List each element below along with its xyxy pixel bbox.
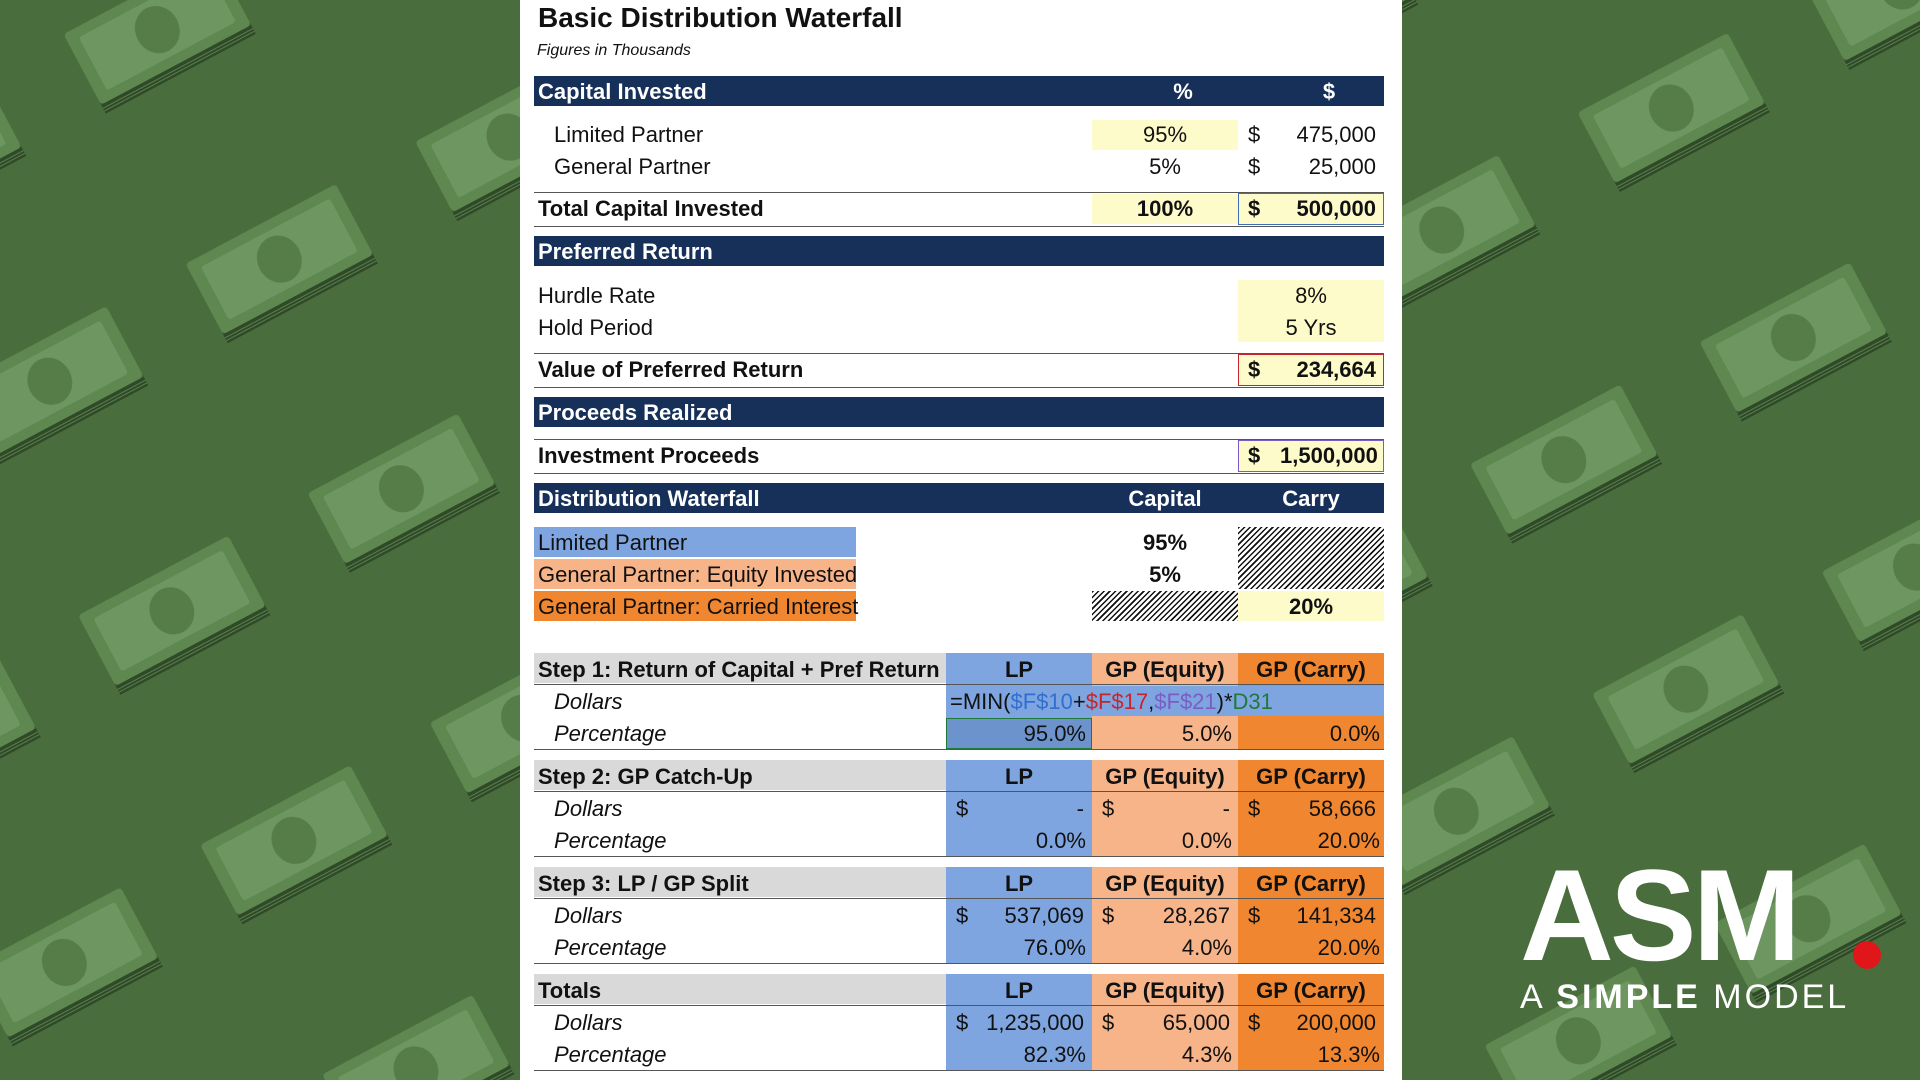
step3-gpc-header: GP (Carry) [1256, 871, 1366, 896]
totals-dollars-label: Dollars [554, 1010, 623, 1035]
step1-gpe-pct: 5.0% [1181, 721, 1232, 746]
step3-gpc-pct: 20.0% [1317, 935, 1380, 960]
lp-legend-label: Limited Partner [538, 530, 688, 555]
gp-capital-amount: 25,000 [1308, 154, 1376, 179]
divider [534, 1070, 1384, 1071]
hold-period-label: Hold Period [538, 315, 653, 340]
step2-gpe-pct: 0.0% [1181, 828, 1232, 853]
usd-column-header: $ [1322, 79, 1336, 104]
pct-column-header: % [1173, 79, 1193, 104]
divider [534, 226, 1384, 227]
gp-capital-pct: 5% [1149, 154, 1181, 179]
capital-invested-header [534, 76, 1384, 106]
divider [534, 387, 1384, 388]
step1-gpe-header: GP (Equity) [1105, 657, 1225, 682]
divider [534, 1005, 1384, 1006]
page-title: Basic Distribution Waterfall [538, 2, 903, 33]
step1-lp-header: LP [1004, 657, 1034, 682]
proceeds-label: Investment Proceeds [538, 443, 760, 468]
formula-part: + [1072, 689, 1086, 714]
gpc-legend-label: General Partner: Carried Interest [538, 594, 859, 619]
step2-lp-currency: $ [956, 796, 969, 821]
step3-lp-dollars: 537,069 [1004, 903, 1084, 928]
totals-gpe-header: GP (Equity) [1105, 978, 1225, 1003]
gp-capital-label: General Partner [554, 154, 711, 179]
step3-gpe-pct: 4.0% [1181, 935, 1232, 960]
totals-gpc-dollars: 200,000 [1296, 1010, 1376, 1035]
step3-lp-currency: $ [956, 903, 969, 928]
step2-dollars-label: Dollars [554, 796, 623, 821]
step3-gpc-currency: $ [1248, 903, 1261, 928]
step3-gpe-header: GP (Equity) [1105, 871, 1225, 896]
carry-column-header: Carry [1282, 486, 1340, 511]
logo-tagline [1520, 978, 1849, 1017]
step1-label: Step 1: Return of Capital + Pref Return [538, 657, 940, 682]
totals-lp-pct: 82.3% [1023, 1042, 1086, 1067]
proceeds-realized-header [534, 397, 1384, 427]
totals-gpe-dollars: 65,000 [1162, 1010, 1230, 1035]
totals-gpe-currency: $ [1102, 1010, 1115, 1035]
hold-period-value: 5 Yrs [1285, 315, 1337, 340]
totals-gpe-pct: 4.3% [1181, 1042, 1232, 1067]
formula-part: =MIN( [950, 689, 1011, 714]
pref-value-label: Value of Preferred Return [538, 357, 804, 382]
totals-label: Totals [538, 978, 602, 1003]
totals-lp-header: LP [1004, 978, 1034, 1003]
step3-dollars-label: Dollars [554, 903, 623, 928]
divider [534, 791, 1384, 792]
step1-percentage-label: Percentage [554, 721, 667, 746]
divider [534, 684, 1384, 685]
step1-formula[interactable] [950, 689, 1273, 715]
formula-part: , [1148, 689, 1155, 714]
capital-invested-title: Capital Invested [538, 79, 707, 104]
total-capital-amount: 500,000 [1296, 196, 1376, 221]
totals-gpc-header: GP (Carry) [1256, 978, 1366, 1003]
hurdle-rate-label: Hurdle Rate [538, 283, 656, 308]
distribution-waterfall-title: Distribution Waterfall [538, 486, 760, 511]
total-capital-currency: $ [1248, 196, 1261, 221]
step1-dollars-label: Dollars [554, 689, 623, 714]
formula-part: )* [1216, 689, 1233, 714]
preferred-return-title: Preferred Return [538, 239, 713, 264]
step3-label: Step 3: LP / GP Split [538, 871, 749, 896]
totals-lp-dollars: 1,235,000 [986, 1010, 1084, 1035]
divider [534, 473, 1384, 474]
formula-ref-capital: $F$10 [1010, 689, 1073, 714]
logo-tagline-a: A [1520, 978, 1544, 1016]
step3-gpc-dollars: 141,334 [1296, 903, 1376, 928]
lp-capital-amount: 475,000 [1296, 122, 1376, 147]
logo-red-dot [1853, 941, 1881, 969]
page-subtitle: Figures in Thousands [537, 42, 691, 59]
step2-gpc-pct: 20.0% [1317, 828, 1380, 853]
step2-percentage-label: Percentage [554, 828, 667, 853]
step3-gpe-currency: $ [1102, 903, 1115, 928]
step3-lp-header: LP [1004, 871, 1034, 896]
divider [534, 856, 1384, 857]
divider [534, 898, 1384, 899]
pref-value-currency: $ [1248, 357, 1261, 382]
formula-ref-proceeds: $F$21 [1154, 689, 1217, 714]
spreadsheet-panel [520, 0, 1402, 1080]
lp-capital-pct: 95% [1142, 122, 1188, 147]
step2-gpe-dollars: - [1222, 796, 1230, 821]
proceeds-realized-title: Proceeds Realized [538, 400, 733, 425]
step1-gpc-pct: 0.0% [1329, 721, 1380, 746]
step2-gpe-header: GP (Equity) [1105, 764, 1225, 789]
step3-gpe-dollars: 28,267 [1162, 903, 1230, 928]
totals-gpc-pct: 13.3% [1317, 1042, 1380, 1067]
step2-lp-dollars: - [1076, 796, 1084, 821]
divider [534, 963, 1384, 964]
distribution-waterfall-header [534, 483, 1384, 513]
step1-lp-pct: 95.0% [1023, 721, 1086, 746]
proceeds-currency: $ [1248, 443, 1261, 468]
logo-tagline-model: MODEL [1713, 978, 1850, 1016]
step2-lp-header: LP [1004, 764, 1034, 789]
step2-gpc-dollars: 58,666 [1308, 796, 1376, 821]
totals-gpc-currency: $ [1248, 1010, 1261, 1035]
step1-gpc-header: GP (Carry) [1256, 657, 1366, 682]
gpe-capital-share: 5% [1149, 562, 1181, 587]
step2-gpc-header: GP (Carry) [1256, 764, 1366, 789]
hurdle-rate-value: 8% [1295, 283, 1327, 308]
preferred-return-header [534, 236, 1384, 266]
totals-percentage-label: Percentage [554, 1042, 667, 1067]
logo-tagline-simple: SIMPLE [1556, 978, 1701, 1016]
step2-gpc-currency: $ [1248, 796, 1261, 821]
proceeds-amount: 1,500,000 [1280, 443, 1378, 468]
gpc-carry-share: 20% [1288, 594, 1334, 619]
step3-percentage-label: Percentage [554, 935, 667, 960]
asm-logo [1520, 842, 1880, 1020]
carry-na-hatched-cell [1238, 527, 1384, 589]
total-capital-pct: 100% [1136, 196, 1194, 221]
formula-ref-pref: $F$17 [1085, 689, 1149, 714]
step2-gpe-currency: $ [1102, 796, 1115, 821]
lp-capital-currency: $ [1248, 122, 1261, 147]
formula-ref-share: D31 [1232, 689, 1273, 714]
divider [534, 749, 1384, 750]
gpe-legend-label: General Partner: Equity Invested [538, 562, 858, 587]
total-capital-label: Total Capital Invested [538, 196, 764, 221]
capital-na-hatched-cell [1092, 591, 1238, 621]
step3-lp-pct: 76.0% [1023, 935, 1086, 960]
step2-lp-pct: 0.0% [1035, 828, 1086, 853]
lp-capital-label: Limited Partner [554, 122, 704, 147]
lp-capital-share: 95% [1142, 530, 1188, 555]
gp-capital-currency: $ [1248, 154, 1261, 179]
totals-lp-currency: $ [956, 1010, 969, 1035]
step2-label: Step 2: GP Catch-Up [538, 764, 753, 789]
capital-column-header: Capital [1128, 486, 1202, 511]
logo-mark: ASM [1520, 842, 1797, 988]
pref-value-amount: 234,664 [1296, 357, 1376, 382]
